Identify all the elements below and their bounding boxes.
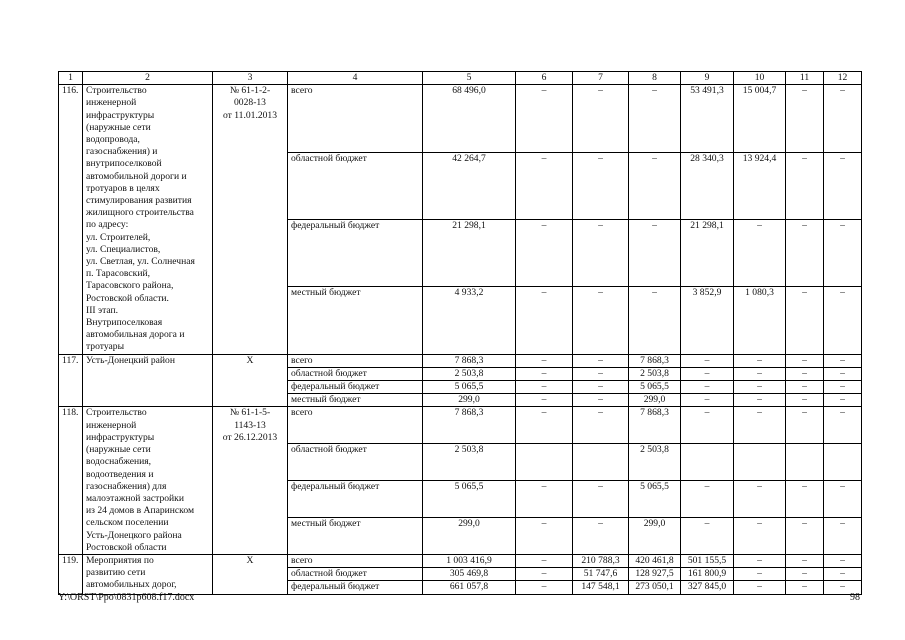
value-cell: – — [734, 219, 786, 286]
document-cell: Х — [213, 354, 288, 407]
value-cell: – — [681, 394, 734, 407]
value-cell: – — [734, 407, 786, 444]
header-cell: 11 — [786, 72, 824, 85]
table-row — [59, 85, 862, 152]
funding-source-cell: федеральный бюджет — [288, 581, 423, 594]
funding-source-cell: областной бюджет — [288, 444, 423, 481]
value-cell: – — [824, 287, 862, 354]
value-cell: – — [734, 394, 786, 407]
table-row — [59, 407, 862, 444]
funding-source-cell: всего — [288, 85, 423, 152]
value-cell: – — [516, 152, 573, 219]
value-cell: – — [516, 581, 573, 594]
value-cell: – — [786, 407, 824, 444]
value-cell: – — [681, 367, 734, 380]
value-cell — [681, 444, 734, 481]
value-cell: – — [734, 554, 786, 567]
value-cell: – — [824, 85, 862, 152]
value-cell: – — [516, 518, 573, 555]
value-cell: – — [824, 152, 862, 219]
funding-source-cell: федеральный бюджет — [288, 481, 423, 518]
value-cell: – — [786, 367, 824, 380]
value-cell: 1 080,3 — [734, 287, 786, 354]
value-cell — [824, 444, 862, 481]
value-cell: 7 868,3 — [629, 354, 681, 367]
value-cell: – — [824, 354, 862, 367]
footer-file-path: Y:\ORST\Ppo\0831p608.f17.docx — [58, 592, 195, 603]
header-cell: 4 — [288, 72, 423, 85]
value-cell: 68 496,0 — [423, 85, 516, 152]
value-cell: – — [573, 152, 629, 219]
value-cell: – — [786, 481, 824, 518]
value-cell: 7 868,3 — [629, 407, 681, 444]
footer-page-number: 98 — [850, 592, 860, 603]
value-cell: 1 003 416,9 — [423, 554, 516, 567]
value-cell: – — [824, 367, 862, 380]
value-cell: 5 065,5 — [423, 481, 516, 518]
value-cell: 299,0 — [423, 394, 516, 407]
value-cell: – — [629, 152, 681, 219]
value-cell: 273 050,1 — [629, 581, 681, 594]
header-cell: 3 — [213, 72, 288, 85]
value-cell: 2 503,8 — [423, 367, 516, 380]
value-cell — [573, 444, 629, 481]
value-cell: – — [629, 287, 681, 354]
value-cell: – — [681, 381, 734, 394]
value-cell: – — [573, 381, 629, 394]
value-cell: 147 548,1 — [573, 581, 629, 594]
table-row — [59, 554, 862, 567]
value-cell: 5 065,5 — [423, 381, 516, 394]
value-cell: – — [516, 394, 573, 407]
value-cell: 5 065,5 — [629, 481, 681, 518]
value-cell: – — [516, 354, 573, 367]
value-cell: – — [734, 481, 786, 518]
value-cell: 7 868,3 — [423, 354, 516, 367]
value-cell: – — [734, 581, 786, 594]
value-cell: – — [824, 554, 862, 567]
value-cell: – — [516, 481, 573, 518]
value-cell: – — [786, 152, 824, 219]
value-cell: – — [516, 367, 573, 380]
row-number-cell: 119. — [59, 554, 83, 594]
value-cell: 4 933,2 — [423, 287, 516, 354]
value-cell: – — [516, 407, 573, 444]
value-cell: – — [824, 381, 862, 394]
value-cell: – — [824, 581, 862, 594]
value-cell: 42 264,7 — [423, 152, 516, 219]
value-cell: 53 491,3 — [681, 85, 734, 152]
funding-source-cell: местный бюджет — [288, 518, 423, 555]
value-cell: – — [573, 354, 629, 367]
value-cell: 7 868,3 — [423, 407, 516, 444]
value-cell — [516, 444, 573, 481]
funding-source-cell: всего — [288, 554, 423, 567]
funding-source-cell: областной бюджет — [288, 367, 423, 380]
object-name-cell: Мероприятия по развитию сети автомобильных дорог, — [83, 554, 213, 594]
value-cell: – — [824, 219, 862, 286]
value-cell: – — [573, 219, 629, 286]
object-name-cell: Строительство инженерной инфраструктуры (наружные сети водоснабжения, водоотведения и газоснабжения) для малоэтажной застройки из 24 домов в Апаринском сельском поселении Усть-Донецкого района Ростовской области — [83, 407, 213, 554]
value-cell: – — [573, 518, 629, 555]
value-cell: – — [786, 381, 824, 394]
value-cell: 21 298,1 — [681, 219, 734, 286]
object-name-cell: Строительство инженерной инфраструктуры (наружные сети водопровода, газоснабжения) и внутрипоселковой автомобильной дороги и тротуаров в целях стимулирования развития жилищного строительства по адресу: ул. Строителей, ул. Специалистов, ул. Светлая, ул. Солнечная п. Тарасовский, Тарасовского района, Ростовской области. III этап. Внутрипоселковая автомобильная дорога и тротуары — [83, 85, 213, 354]
value-cell: – — [516, 287, 573, 354]
funding-source-cell: всего — [288, 407, 423, 444]
header-cell: 12 — [824, 72, 862, 85]
funding-source-cell: федеральный бюджет — [288, 219, 423, 286]
value-cell: 299,0 — [629, 518, 681, 555]
header-cell: 8 — [629, 72, 681, 85]
value-cell: – — [516, 568, 573, 581]
value-cell: – — [681, 407, 734, 444]
value-cell: – — [681, 354, 734, 367]
value-cell: – — [786, 85, 824, 152]
value-cell: – — [734, 568, 786, 581]
header-cell: 10 — [734, 72, 786, 85]
value-cell: – — [573, 367, 629, 380]
value-cell: – — [516, 381, 573, 394]
value-cell: – — [516, 85, 573, 152]
value-cell: – — [629, 219, 681, 286]
value-cell: – — [734, 381, 786, 394]
value-cell: 327 845,0 — [681, 581, 734, 594]
value-cell: 299,0 — [423, 518, 516, 555]
value-cell: – — [786, 554, 824, 567]
value-cell: – — [824, 394, 862, 407]
value-cell: 28 340,3 — [681, 152, 734, 219]
value-cell: 128 927,5 — [629, 568, 681, 581]
document-cell: № 61-1-5- 1143-13 от 26.12.2013 — [213, 407, 288, 554]
header-cell: 9 — [681, 72, 734, 85]
header-cell: 6 — [516, 72, 573, 85]
funding-source-cell: всего — [288, 354, 423, 367]
value-cell: – — [786, 568, 824, 581]
value-cell: – — [824, 481, 862, 518]
value-cell: – — [573, 481, 629, 518]
value-cell: – — [786, 219, 824, 286]
value-cell: – — [516, 219, 573, 286]
header-cell: 5 — [423, 72, 516, 85]
funding-source-cell: областной бюджет — [288, 152, 423, 219]
funding-source-cell: федеральный бюджет — [288, 381, 423, 394]
value-cell: – — [681, 518, 734, 555]
value-cell: – — [573, 85, 629, 152]
value-cell — [786, 444, 824, 481]
value-cell: 305 469,8 — [423, 568, 516, 581]
budget-table — [58, 71, 862, 595]
table-row — [59, 354, 862, 367]
value-cell: 299,0 — [629, 394, 681, 407]
value-cell: – — [573, 407, 629, 444]
header-cell: 7 — [573, 72, 629, 85]
value-cell: – — [824, 518, 862, 555]
value-cell: 661 057,8 — [423, 581, 516, 594]
value-cell: 13 924,4 — [734, 152, 786, 219]
value-cell: 5 065,5 — [629, 381, 681, 394]
value-cell: – — [786, 581, 824, 594]
funding-source-cell: местный бюджет — [288, 394, 423, 407]
value-cell: – — [824, 568, 862, 581]
funding-source-cell: местный бюджет — [288, 287, 423, 354]
value-cell: 15 004,7 — [734, 85, 786, 152]
value-cell: – — [734, 354, 786, 367]
header-cell: 1 — [59, 72, 83, 85]
value-cell — [734, 444, 786, 481]
funding-source-cell: областной бюджет — [288, 568, 423, 581]
row-number-cell: 118. — [59, 407, 83, 554]
value-cell: – — [734, 367, 786, 380]
value-cell: 2 503,8 — [629, 367, 681, 380]
value-cell: – — [573, 394, 629, 407]
header-row — [59, 72, 862, 85]
value-cell: – — [786, 354, 824, 367]
value-cell: 51 747,6 — [573, 568, 629, 581]
value-cell: – — [681, 481, 734, 518]
value-cell: 161 800,9 — [681, 568, 734, 581]
row-number-cell: 117. — [59, 354, 83, 407]
value-cell: 501 155,5 — [681, 554, 734, 567]
row-number-cell: 116. — [59, 85, 83, 354]
object-name-cell: Усть-Донецкий район — [83, 354, 213, 407]
value-cell: – — [786, 394, 824, 407]
value-cell: 3 852,9 — [681, 287, 734, 354]
document-cell: № 61-1-2- 0028-13 от 11.01.2013 — [213, 85, 288, 354]
value-cell: 2 503,8 — [629, 444, 681, 481]
value-cell: – — [786, 518, 824, 555]
document-cell: Х — [213, 554, 288, 594]
value-cell: – — [629, 85, 681, 152]
value-cell: 2 503,8 — [423, 444, 516, 481]
value-cell: – — [573, 287, 629, 354]
value-cell: 420 461,8 — [629, 554, 681, 567]
value-cell: – — [734, 518, 786, 555]
header-cell: 2 — [83, 72, 213, 85]
value-cell: – — [824, 407, 862, 444]
value-cell: – — [516, 554, 573, 567]
value-cell: – — [786, 287, 824, 354]
value-cell: 210 788,3 — [573, 554, 629, 567]
value-cell: 21 298,1 — [423, 219, 516, 286]
